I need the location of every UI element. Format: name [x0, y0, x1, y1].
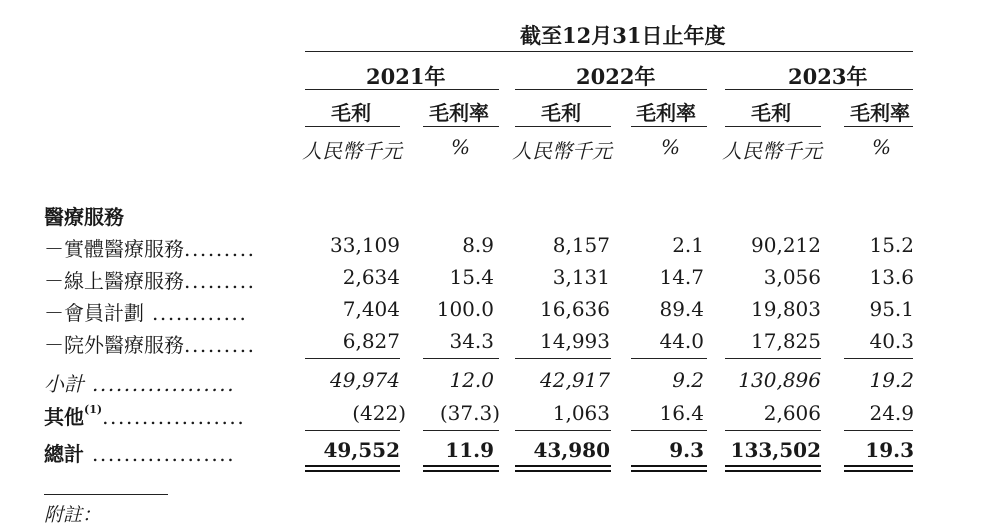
col-rule-2022-gm — [631, 126, 707, 127]
footnote-ref: (1) — [84, 403, 103, 416]
cell-offsite-2022-gm: 44.0 — [659, 329, 704, 353]
row-label-online — [44, 265, 256, 294]
cell-online-2021-gp: 2,634 — [342, 265, 400, 289]
cell-membership-2021-gp: 7,404 — [342, 297, 400, 321]
section-medical-services: 醫療服務 — [44, 205, 124, 229]
subtotal-rule-2022-gm — [631, 358, 707, 359]
col-gross-profit-2021: 毛利 — [331, 101, 371, 125]
cell-subtotal-2021-gm: 12.0 — [449, 368, 494, 392]
footnote-separator — [44, 494, 168, 495]
unit-pct-2021: % — [451, 135, 471, 159]
year-2021: 2021年 — [366, 64, 446, 89]
cell-online-2022-gp: 3,131 — [552, 265, 610, 289]
leader-dots: ......... — [184, 269, 256, 293]
row-label-membership — [44, 297, 247, 326]
unit-rmb-2023: 人民幣千元 — [722, 139, 822, 163]
row-label-total — [44, 438, 235, 467]
cell-online-2021-gm: 15.4 — [449, 265, 494, 289]
cell-physical-2023-gm: 15.2 — [869, 233, 914, 257]
cell-subtotal-2022-gm: 9.2 — [672, 368, 704, 392]
cell-membership-2022-gp: 16,636 — [540, 297, 610, 321]
cell-offsite-2023-gm: 40.3 — [869, 329, 914, 353]
col-gross-margin-2023: 毛利率 — [850, 101, 910, 125]
subtotal-rule-2021-gm — [423, 358, 499, 359]
leader-dots: .................. — [84, 372, 236, 396]
cell-others-2023-gm: 24.9 — [869, 401, 914, 425]
total-double-rule-2022-gm-b — [631, 470, 707, 472]
subtotal-rule-2021-gp — [305, 358, 400, 359]
total-double-rule-2021-gm — [423, 465, 499, 467]
col-gross-profit-2023: 毛利 — [751, 101, 791, 125]
col-gross-margin-2022: 毛利率 — [636, 101, 696, 125]
cell-others-2021-gp: (422) — [352, 401, 406, 425]
cell-membership-2022-gm: 89.4 — [659, 297, 704, 321]
cell-physical-2021-gm: 8.9 — [462, 233, 494, 257]
unit-rmb-2021: 人民幣千元 — [302, 139, 402, 163]
cell-offsite-2021-gp: 6,827 — [342, 329, 400, 353]
cell-online-2022-gm: 14.7 — [659, 265, 704, 289]
cell-membership-2021-gm: 100.0 — [436, 297, 494, 321]
total-double-rule-2022-gp-b — [515, 470, 611, 472]
leader-dots: .................. — [102, 405, 246, 429]
total-double-rule-2022-gp — [515, 465, 611, 467]
row-label-subtotal — [44, 368, 235, 397]
col-rule-2023-gp — [725, 126, 821, 127]
total-double-rule-2023-gp-b — [725, 470, 821, 472]
total-double-rule-2023-gm — [844, 465, 913, 467]
col-rule-2022-gp — [515, 126, 611, 127]
period-rule — [305, 51, 913, 52]
row-label-text: －實體醫療服務 — [44, 237, 184, 261]
subtotal-rule-2023-gp — [725, 358, 821, 359]
cell-membership-2023-gm: 95.1 — [869, 297, 914, 321]
row-label-text: 總計 — [44, 442, 84, 466]
cell-membership-2023-gp: 19,803 — [751, 297, 821, 321]
unit-pct-2022: % — [661, 135, 681, 159]
row-label-offsite — [44, 329, 256, 358]
total-rule-2022-gm — [631, 430, 707, 431]
cell-physical-2022-gp: 8,157 — [552, 233, 610, 257]
cell-others-2023-gp: 2,606 — [763, 401, 821, 425]
total-double-rule-2021-gp — [305, 465, 400, 467]
total-double-rule-2023-gm-b — [844, 470, 913, 472]
total-double-rule-2021-gm-b — [423, 470, 499, 472]
total-rule-2021-gm — [423, 430, 499, 431]
total-rule-2021-gp — [305, 430, 400, 431]
cell-total-2021-gm: 11.9 — [445, 438, 494, 462]
row-label-physical — [44, 233, 256, 262]
leader-dots: ......... — [184, 333, 256, 357]
total-rule-2023-gm — [844, 430, 913, 431]
period-header: 截至12月31日止年度 — [520, 23, 726, 48]
year-2022-rule — [515, 89, 707, 90]
total-double-rule-2021-gp-b — [305, 470, 400, 472]
subtotal-rule-2022-gp — [515, 358, 611, 359]
cell-others-2021-gm: (37.3) — [439, 401, 500, 425]
cell-subtotal-2022-gp: 42,917 — [540, 368, 610, 392]
year-2023: 2023年 — [788, 64, 868, 89]
row-label-text: －線上醫療服務 — [44, 269, 184, 293]
col-rule-2021-gp — [305, 126, 400, 127]
year-2021-rule — [305, 89, 499, 90]
row-label-others — [44, 401, 245, 430]
subtotal-rule-2023-gm — [844, 358, 913, 359]
cell-total-2023-gp: 133,502 — [730, 438, 821, 462]
leader-dots: ............ — [144, 301, 248, 325]
cell-total-2022-gp: 43,980 — [533, 438, 610, 462]
year-2022: 2022年 — [576, 64, 656, 89]
cell-subtotal-2023-gm: 19.2 — [869, 368, 914, 392]
col-gross-margin-2021: 毛利率 — [429, 101, 489, 125]
total-double-rule-2022-gm — [631, 465, 707, 467]
cell-total-2021-gp: 49,552 — [323, 438, 400, 462]
cell-subtotal-2023-gp: 130,896 — [738, 368, 821, 392]
row-label-text: －院外醫療服務 — [44, 333, 184, 357]
row-label-text: 小計 — [44, 372, 84, 396]
col-rule-2023-gm — [844, 126, 913, 127]
year-2023-rule — [725, 89, 913, 90]
cell-physical-2022-gm: 2.1 — [672, 233, 704, 257]
cell-physical-2023-gp: 90,212 — [751, 233, 821, 257]
row-label-text: －會員計劃 — [44, 301, 144, 325]
row-label-text: 其他 — [44, 405, 84, 429]
unit-pct-2023: % — [872, 135, 892, 159]
cell-offsite-2021-gm: 34.3 — [449, 329, 494, 353]
footnote-label: 附註： — [44, 504, 102, 526]
leader-dots: .................. — [84, 442, 236, 466]
total-rule-2023-gp — [725, 430, 821, 431]
cell-total-2023-gm: 19.3 — [865, 438, 914, 462]
cell-physical-2021-gp: 33,109 — [330, 233, 400, 257]
cell-offsite-2022-gp: 14,993 — [540, 329, 610, 353]
total-double-rule-2023-gp — [725, 465, 821, 467]
cell-others-2022-gm: 16.4 — [659, 401, 704, 425]
col-gross-profit-2022: 毛利 — [541, 101, 581, 125]
cell-others-2022-gp: 1,063 — [552, 401, 610, 425]
cell-total-2022-gm: 9.3 — [669, 438, 704, 462]
unit-rmb-2022: 人民幣千元 — [512, 139, 612, 163]
cell-online-2023-gp: 3,056 — [763, 265, 821, 289]
cell-subtotal-2021-gp: 49,974 — [330, 368, 400, 392]
cell-online-2023-gm: 13.6 — [869, 265, 914, 289]
cell-offsite-2023-gp: 17,825 — [751, 329, 821, 353]
leader-dots: ......... — [184, 237, 256, 261]
col-rule-2021-gm — [423, 126, 499, 127]
total-rule-2022-gp — [515, 430, 611, 431]
